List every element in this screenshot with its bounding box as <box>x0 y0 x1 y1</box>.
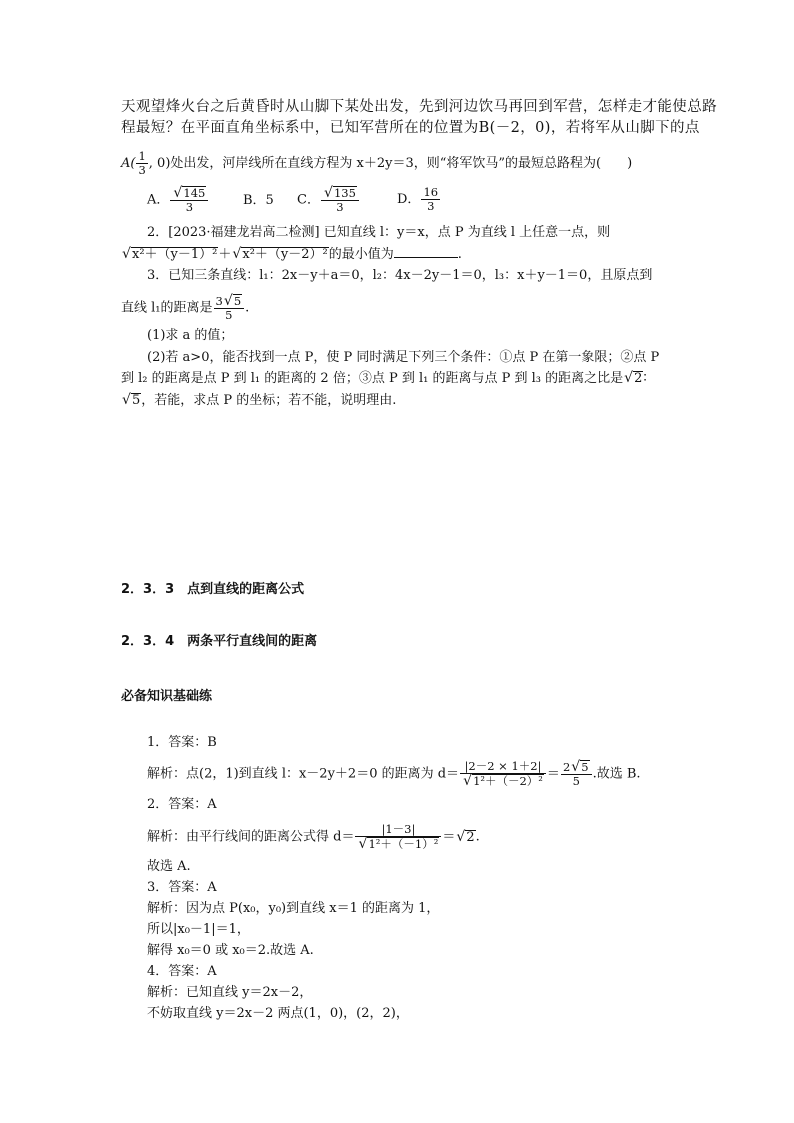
q3-sub-1: (1)求 a 的值； <box>147 328 234 343</box>
explanation-3-line-1: 解析：因为点 P(x₀，y₀)到直线 x＝1 的距离为 1， <box>147 901 440 916</box>
answer-blank <box>394 246 458 258</box>
answer-2: 2．答案：A <box>147 797 217 812</box>
explanation-3-line-2: 所以|x₀－1|＝1， <box>147 922 250 937</box>
q1-option-d: D． $\frac{16}{3}$ <box>397 185 439 213</box>
answer-3: 3．答案：A <box>147 880 217 895</box>
q1-line-2: 程最短？在平面直角坐标系中，已知军营所在的位置为B(－2，0)，若将军从山脚下的点 <box>121 120 700 136</box>
subsection-heading: 必备知识基础练 <box>121 689 213 704</box>
explanation-4-line-1: 解析：已知直线 y＝2x－2， <box>147 985 313 1000</box>
q1-line-3 <box>121 150 632 177</box>
q1-option-c: C． √ $\frac{135}{3}$ <box>297 186 360 214</box>
q3-line-2: 直线 l₁的距离是 $\frac{3√ 5}{5}$ . <box>121 294 249 322</box>
q1-line-3-rest: , 0)处出发，河岸线所在直线方程为 x＋2y＝3，则“将军饮马”的最短总路程为( ) <box>148 156 633 171</box>
explanation-3-line-3: 解得 x₀＝0 或 x₀＝2.故选 A. <box>147 943 314 958</box>
q1-option-b: B．5 <box>243 193 274 208</box>
q3-line-1: 3．已知三条直线：l₁：2x－y＋a＝0，l₂：4x－2y－1＝0，l₃：x＋y－1＝0，且原点到 <box>147 268 653 283</box>
q1-option-a: A． √ $\frac{145}{3}$ <box>147 186 209 214</box>
explanation-2-tail: 故选 A. <box>147 859 191 874</box>
section-heading-2-3-4: 2．3．4 两条平行直线间的距离 <box>121 634 318 649</box>
q3-sub-2: (2)若 a>0，能否找到一点 P，使 P 同时满足下列三个条件：①点 P 在第一象限；②点 P <box>147 350 660 365</box>
answer-4: 4．答案：A <box>147 964 217 979</box>
explanation-2: 解析：由平行线间的距离公式得 d＝ |1－3| √ 1²＋（－1）² ＝√ 2. <box>147 823 480 851</box>
explanation-1: 解析：点(2，1)到直线 l：x－2y＋2＝0 的距离为 d＝ |2－2 × 1＋2| √ 1²＋（－2）² ＝ $\frac{2√ 5}{5}$ .故选 B. <box>147 760 641 788</box>
q1-line-1: 天观望烽火台之后黄昏时从山脚下某处出发，先到河边饮马再回到军营，怎样走才能使总路 <box>121 99 717 115</box>
q3-sub-2-line-2: 到 l₂ 的距离是点 P 到 l₁ 的距离的 2 倍；③点 P 到 l₁ 的距离与点 P 到 l₃ 的距离之比是√ 2∶ <box>121 371 647 387</box>
q1-point-a-fraction: $\frac{1}{3}$ <box>138 149 146 177</box>
q2-line-2: √ x²＋（y－1）²＋√ x²＋（y－2）²的最小值为 . <box>121 246 462 263</box>
q1-point-a-prefix: A( <box>121 156 136 171</box>
q3-sub-2-line-3: √ 5，若能，求点 P 的坐标；若不能，说明理由. <box>121 393 396 409</box>
q2-line-1: 2．[2023·福建龙岩高二检测] 已知直线 l：y＝x，点 P 为直线 l 上任意一点，则 <box>147 225 611 240</box>
explanation-4-line-2: 不妨取直线 y＝2x－2 两点(1，0)，(2，2)， <box>147 1006 409 1021</box>
answer-1: 1．答案：B <box>147 735 217 750</box>
section-heading-2-3-3: 2．3．3 点到直线的距离公式 <box>121 582 305 597</box>
